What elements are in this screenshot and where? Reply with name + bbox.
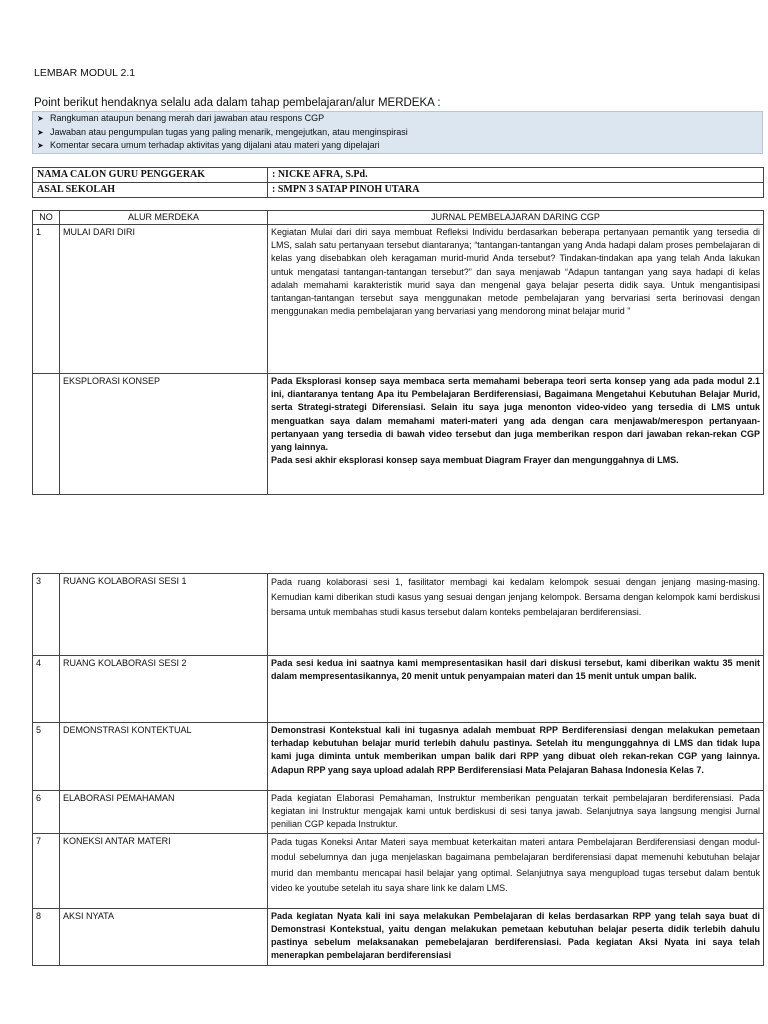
row-jurnal: Demonstrasi Kontekstual kali ini tugasnya adalah membuat RPP Berdiferensiasi dengan melakukan pemetaan terhadap kebutuhan belajar murid terlebih dahulu pastinya. Setelah itu mengunggahnya di LMS dan tidak lupa kami juga diminta untuk memberikan umpan balik dari RPP yang dibuat oleh rekan-rekan CGP yang lainnya. Adapun RPP yang saya upload adalah RPP Berdiferensiasi Mata Pelajaran Bahasa Indonesia Kelas 7. xyxy=(268,723,764,791)
row-alur: KONEKSI ANTAR MATERI xyxy=(60,833,268,908)
table-row xyxy=(33,168,764,183)
row-number: 4 xyxy=(33,656,60,723)
row-number: 7 xyxy=(33,833,60,908)
table-row xyxy=(33,723,764,791)
row-jurnal: Pada Eksplorasi konsep saya membaca serta memahami beberapa teori serta konsep yang ada pada modul 2.1 ini, diantaranya tentang Apa itu Pembelajaran Berdiferensiasi, Bagaimana Mengetahui Kebutuhan Belajar Murid, serta Strategi-strategi Diferensiasi. Selain itu saya juga menonton video-video yang tersedia di LMS untuk menguatkan saya dalam memahami materi-materi yang ada dengan cara menjawab/merespon pertanyaan-pertanyaan yang tersedia di bawah video tersebut dan juga memberikan respon dari jawaban rekan-rekan CGP yang lainnya. Pada sesi akhir eksplorasi konsep saya membuat Diagram Frayer dan mengunggahnya di LMS. xyxy=(268,374,764,495)
intro-text: Point berikut hendaknya selalu ada dalam tahap pembelajaran/alur MERDEKA : xyxy=(34,97,441,109)
row-alur: MULAI DARI DIRI xyxy=(60,225,268,374)
document-title: LEMBAR MODUL 2.1 xyxy=(34,67,136,79)
table-row xyxy=(33,183,764,198)
row-alur: RUANG KOLABORASI SESI 2 xyxy=(60,656,268,723)
row-alur: RUANG KOLABORASI SESI 1 xyxy=(60,574,268,656)
row-jurnal: Kegiatan Mulai dari diri saya membuat Refleksi Individu berdasarkan beberapa pertanyaan pemantik yang tersedia di LMS, salah satu pertanyaan tersebut diantaranya; “tantangan-tantangan yang Anda hadapi dalam proses pembelajaran di kelas yang disebabkan oleh keragaman murid-murid Anda tersebut? Tindakan-tindakan apa yang telah Anda lakukan untuk mengatasi tantangan-tantangan tersebut?” dan saya menjawab “Adapun tantangan yang saya hadapi di kelas adalah memahami karakteristik murid saya dan mengenal gaya belajar peserta didik saya. Untuk mengantisipasi tantangan-tantangan tersebut saya menggunakan metode pembelajaran yang bervariasi serta berinovasi dengan menggunakan media pembelajaran yang bervariasi yang mendorong minat belajar murid ” xyxy=(268,225,764,374)
school-label: ASAL SEKOLAH xyxy=(33,183,268,198)
journal-table-part1 xyxy=(32,210,764,495)
row-alur: ELABORASI PEMAHAMAN xyxy=(60,791,268,834)
bullet-list xyxy=(32,111,763,154)
row-alur: EKSPLORASI KONSEP xyxy=(60,374,268,495)
identity-table xyxy=(32,167,764,198)
header-no: NO xyxy=(33,211,60,225)
row-number: 6 xyxy=(33,791,60,834)
name-label: NAMA CALON GURU PENGGERAK xyxy=(33,168,268,183)
table-row xyxy=(33,791,764,834)
row-number: 5 xyxy=(33,723,60,791)
table-row xyxy=(33,833,764,908)
arrow-bullet-icon: ➤ xyxy=(37,127,44,137)
row-number xyxy=(33,374,60,495)
table-row xyxy=(33,574,764,656)
row-number: 8 xyxy=(33,908,60,965)
row-jurnal: Pada sesi kedua ini saatnya kami mempresentasikan hasil dari diskusi tersebut, kami diberikan waktu 35 menit dalam mempresentasikannya, 20 menit untuk penyampaian materi dan 15 menit untuk umpan balik. xyxy=(268,656,764,723)
bullet-item: ➤ Jawaban atau pengumpulan tugas yang paling menarik, mengejutkan, atau menginspirasi xyxy=(33,126,762,140)
row-jurnal: Pada tugas Koneksi Antar Materi saya membuat keterkaitan materi antara Pembelajaran Berdiferensiasi dengan modul-modul sebelumnya dan juga menjelaskan bagaimana pembelajaran berdiferensiasi dapat memenuhi kebutuhan belajar murid dan membantu mencapai hasil belajar yang optimal. Selanjutnya saya mengupload tugas tersebut dalam bentuk video ke youtube setelah itu saya share link ke dalam LMS. xyxy=(268,833,764,908)
row-number: 1 xyxy=(33,225,60,374)
row-jurnal: Pada kegiatan Nyata kali ini saya melakukan Pembelajaran di kelas berdasarkan RPP yang telah saya buat di Demonstrasi Kontekstual, yaitu dengan melakukan pemetaan kebutuhan belajar peserta didik terlebih dahulu pastinya sebelum melaksanakan pemebelajaran berdiferensiasi. Pada kegiatan Aksi Nyata ini saya telah menerapkan pembelajaran berdiferensiasi xyxy=(268,908,764,965)
row-jurnal: Pada ruang kolaborasi sesi 1, fasilitator membagi kai kedalam kelompok sesuai dengan jenjang masing-masing. Kemudian kami diberikan studi kasus yang sesuai dengan jenjang kelompok. Bersama dengan kelompok kami berdiskusi bersama untuk membahas studi kasus tersebut dalam konteks pembelajaran berdiferensiasi. xyxy=(268,574,764,656)
bullet-item: ➤ Rangkuman ataupun benang merah dari jawaban atau respons CGP xyxy=(33,112,762,126)
arrow-bullet-icon: ➤ xyxy=(37,141,44,151)
table-row xyxy=(33,908,764,965)
table-header-row xyxy=(33,211,764,225)
header-alur: ALUR MERDEKA xyxy=(60,211,268,225)
table-row xyxy=(33,656,764,723)
row-alur: AKSI NYATA xyxy=(60,908,268,965)
table-row xyxy=(33,374,764,495)
arrow-bullet-icon: ➤ xyxy=(37,114,44,123)
school-value: : SMPN 3 SATAP PINOH UTARA xyxy=(268,183,764,198)
row-number: 3 xyxy=(33,574,60,656)
header-jurnal: JURNAL PEMBELAJARAN DARING CGP xyxy=(268,211,764,225)
row-jurnal: Pada kegiatan Elaborasi Pemahaman, Instruktur memberikan penguatan terkait pembelajaran berdiferensiasi. Pada kegiatan ini Instruktur mengajak kami untuk berdiskusi di sesi tanya jawab. Selanjutnya saya langsung mengisi Jurnal penilian CGP kepada Instruktur. xyxy=(268,791,764,834)
table-row xyxy=(33,225,764,374)
name-value: : NICKE AFRA, S.Pd. xyxy=(268,168,764,183)
bullet-item: ➤ Komentar secara umum terhadap aktivitas yang dijalani atau materi yang dipelajari xyxy=(33,139,762,153)
row-alur: DEMONSTRASI KONTEKTUAL xyxy=(60,723,268,791)
journal-table-part2 xyxy=(32,573,764,966)
